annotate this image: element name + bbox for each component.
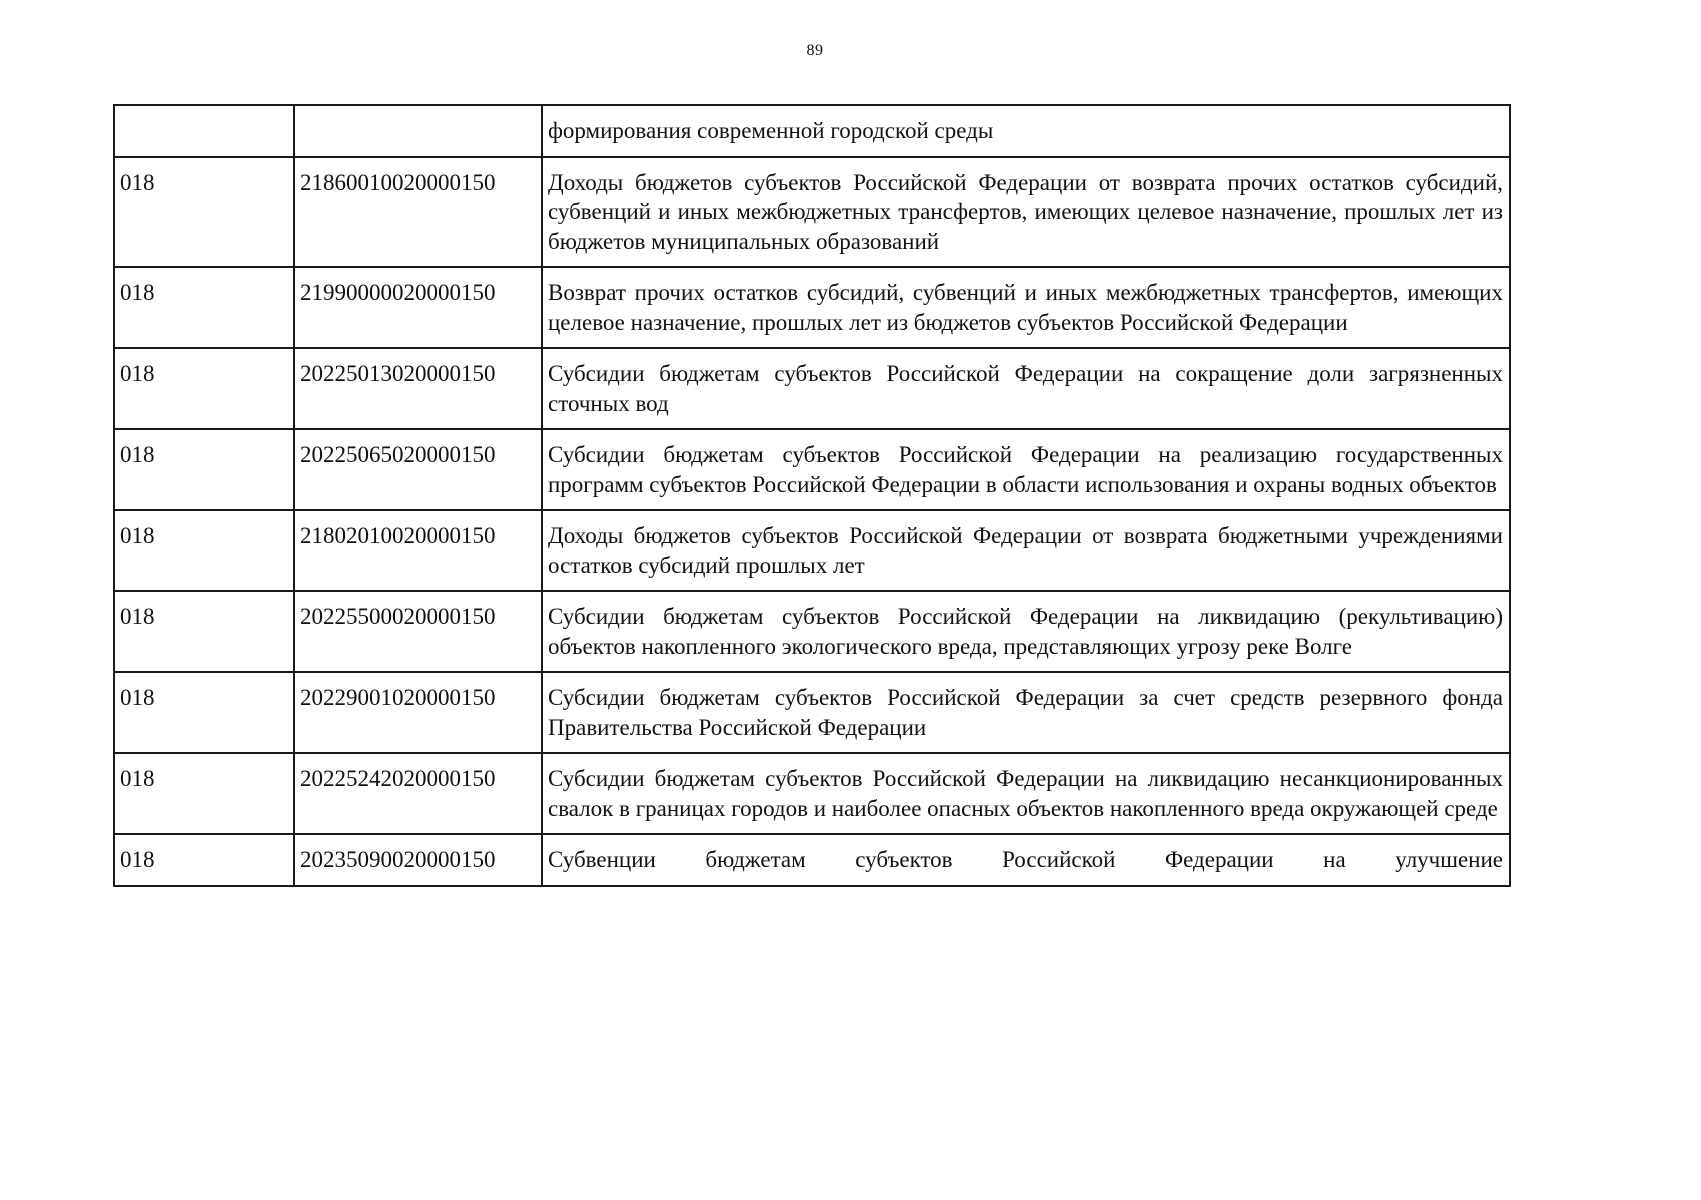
admin-code-cell-empty [114, 105, 294, 157]
admin-code-cell: 018 [114, 510, 294, 591]
table-row [114, 429, 1510, 510]
kbk-code-cell: 20235090020000150 [294, 834, 542, 886]
kbk-code-cell: 20225242020000150 [294, 753, 542, 834]
admin-code-cell: 018 [114, 157, 294, 268]
admin-code-cell: 018 [114, 591, 294, 672]
kbk-code-cell: 21860010020000150 [294, 157, 542, 268]
kbk-code-cell: 20225500020000150 [294, 591, 542, 672]
admin-code-cell: 018 [114, 672, 294, 753]
table-row [114, 157, 1510, 268]
table-row [114, 753, 1510, 834]
page-number: 89 [806, 42, 824, 59]
table-row [114, 348, 1510, 429]
description-cell: Доходы бюджетов субъектов Российской Федерации от возврата бюджетными учреждениями остатков субсидий прошлых лет [542, 510, 1510, 591]
table-row [114, 834, 1510, 886]
description-cell: Доходы бюджетов субъектов Российской Федерации от возврата прочих остатков субсидий, субвенций и иных межбюджетных трансфертов, имеющих целевое назначение, прошлых лет из бюджетов муниципальных образований [542, 157, 1510, 268]
table-row [114, 672, 1510, 753]
admin-code-cell: 018 [114, 753, 294, 834]
kbk-code-cell: 21990000020000150 [294, 267, 542, 348]
admin-code-cell: 018 [114, 267, 294, 348]
table-row-continuation [114, 105, 1510, 157]
description-cell: Субсидии бюджетам субъектов Российской Федерации на ликвидацию несанкционированных свалок в границах городов и наиболее опасных объектов накопленного вреда окружающей среде [542, 753, 1510, 834]
kbk-code-cell: 20225013020000150 [294, 348, 542, 429]
kbk-code-cell: 20229001020000150 [294, 672, 542, 753]
kbk-code-cell-empty [294, 105, 542, 157]
description-cell: Субсидии бюджетам субъектов Российской Федерации за счет средств резервного фонда Правительства Российской Федерации [542, 672, 1510, 753]
admin-code-cell: 018 [114, 834, 294, 886]
description-cell: Субсидии бюджетам субъектов Российской Федерации на реализацию государственных программ субъектов Российской Федерации в области использования и охраны водных объектов [542, 429, 1510, 510]
description-cell: Субсидии бюджетам субъектов Российской Федерации на ликвидацию (рекультивацию) объектов накопленного экологического вреда, представляющих угрозу реке Волге [542, 591, 1510, 672]
admin-code-cell: 018 [114, 429, 294, 510]
description-cell-continuation: формирования современной городской среды [542, 105, 1510, 157]
table-row [114, 510, 1510, 591]
revenue-codes-table [113, 104, 1511, 887]
description-cell: Субвенции бюджетам субъектов Российской Федерации на улучшение [542, 834, 1510, 886]
admin-code-cell: 018 [114, 348, 294, 429]
kbk-code-cell: 20225065020000150 [294, 429, 542, 510]
description-cell: Возврат прочих остатков субсидий, субвенций и иных межбюджетных трансфертов, имеющих целевое назначение, прошлых лет из бюджетов субъектов Российской Федерации [542, 267, 1510, 348]
table-row [114, 267, 1510, 348]
table-row [114, 591, 1510, 672]
kbk-code-cell: 21802010020000150 [294, 510, 542, 591]
description-cell: Субсидии бюджетам субъектов Российской Федерации на сокращение доли загрязненных сточных вод [542, 348, 1510, 429]
